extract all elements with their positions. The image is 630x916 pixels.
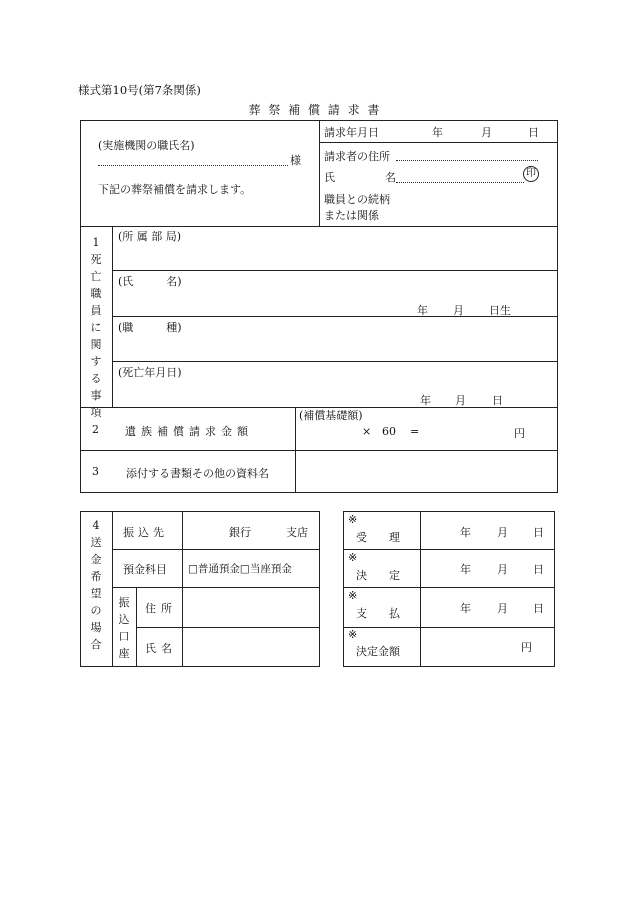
paid-label: 支 払 — [356, 607, 400, 620]
decided-mark: ※ — [348, 551, 358, 564]
account-name-label: 氏名 — [145, 642, 177, 655]
sama-label: 様 — [290, 154, 301, 167]
section3-number: 3 — [92, 465, 99, 478]
birth-month-label: 月 — [453, 304, 464, 317]
paid-month: 月 — [497, 602, 508, 615]
bank-label: 銀行 — [229, 526, 251, 539]
base-amount-label: (補償基礎額) — [299, 409, 363, 422]
agency-label: (実施機関の職氏名) — [98, 139, 195, 152]
paid-day: 日 — [533, 602, 544, 615]
account-address-label: 住所 — [145, 602, 177, 615]
section2-label: 遺族補償請求金額 — [125, 425, 253, 438]
transfer-dest-label: 振込先 — [123, 526, 168, 539]
form-number: 様式第10号(第7条関係) — [78, 83, 201, 97]
decided-amount-yen: 円 — [521, 641, 532, 654]
branch-label: 支店 — [286, 526, 308, 539]
request-statement: 下記の葬祭補償を請求します。 — [98, 183, 252, 196]
paid-mark: ※ — [348, 589, 358, 602]
received-day: 日 — [533, 526, 544, 539]
claimant-name-label-1: 氏 — [324, 171, 335, 184]
death-year-label: 年 — [420, 394, 431, 407]
deceased-name-label: (氏 名) — [118, 275, 182, 288]
death-day-label: 日 — [492, 394, 503, 407]
received-label: 受 理 — [356, 531, 400, 544]
dept-label: (所 属 部 局) — [118, 230, 182, 243]
section2-number: 2 — [92, 423, 99, 436]
death-month-label: 月 — [455, 394, 466, 407]
received-year: 年 — [460, 526, 471, 539]
decided-day: 日 — [533, 563, 544, 576]
relation-label-1: 職員との続柄 — [324, 193, 390, 206]
section1-heading: 1死亡職員に関する事項 — [90, 236, 102, 419]
account-label: 振込口座 — [118, 596, 130, 660]
request-year-label: 年 — [432, 126, 443, 139]
transfer-section — [80, 511, 320, 667]
received-mark: ※ — [348, 513, 358, 526]
birth-year-label: 年 — [417, 304, 428, 317]
decided-year: 年 — [460, 563, 471, 576]
deposit-type-label: 預金科目 — [123, 563, 167, 576]
birth-suffix-label: 日生 — [489, 304, 511, 317]
multiplier-value: 60 — [382, 425, 396, 438]
section3-label: 添付する書類その他の資料名 — [126, 467, 269, 480]
decided-label: 決 定 — [356, 569, 400, 582]
relation-label-2: または関係 — [324, 209, 379, 222]
death-date-label: (死亡年月日) — [118, 366, 182, 379]
seal-mark: 印 — [523, 166, 539, 182]
paid-year: 年 — [460, 602, 471, 615]
request-month-label: 月 — [481, 126, 492, 139]
section4-heading: 4送金希望の場合 — [90, 519, 102, 651]
deposit-type-options: □普通預金□当座預金 — [188, 563, 292, 575]
request-day-label: 日 — [528, 126, 539, 139]
equals-sign: = — [410, 425, 420, 438]
claimant-name-label-2: 名 — [385, 171, 396, 184]
job-type-label: (職 種) — [118, 321, 182, 334]
times-sign: × — [362, 425, 372, 438]
decided-month: 月 — [497, 563, 508, 576]
decided-amount-label: 決定金額 — [356, 645, 400, 658]
received-month: 月 — [497, 526, 508, 539]
page-title: 葬 祭 補 償 請 求 書 — [248, 103, 382, 117]
amount-mark: ※ — [348, 628, 358, 641]
section2-yen-label: 円 — [514, 427, 525, 440]
request-date-label: 請求年月日 — [324, 126, 379, 139]
claimant-address-label: 請求者の住所 — [324, 150, 390, 163]
